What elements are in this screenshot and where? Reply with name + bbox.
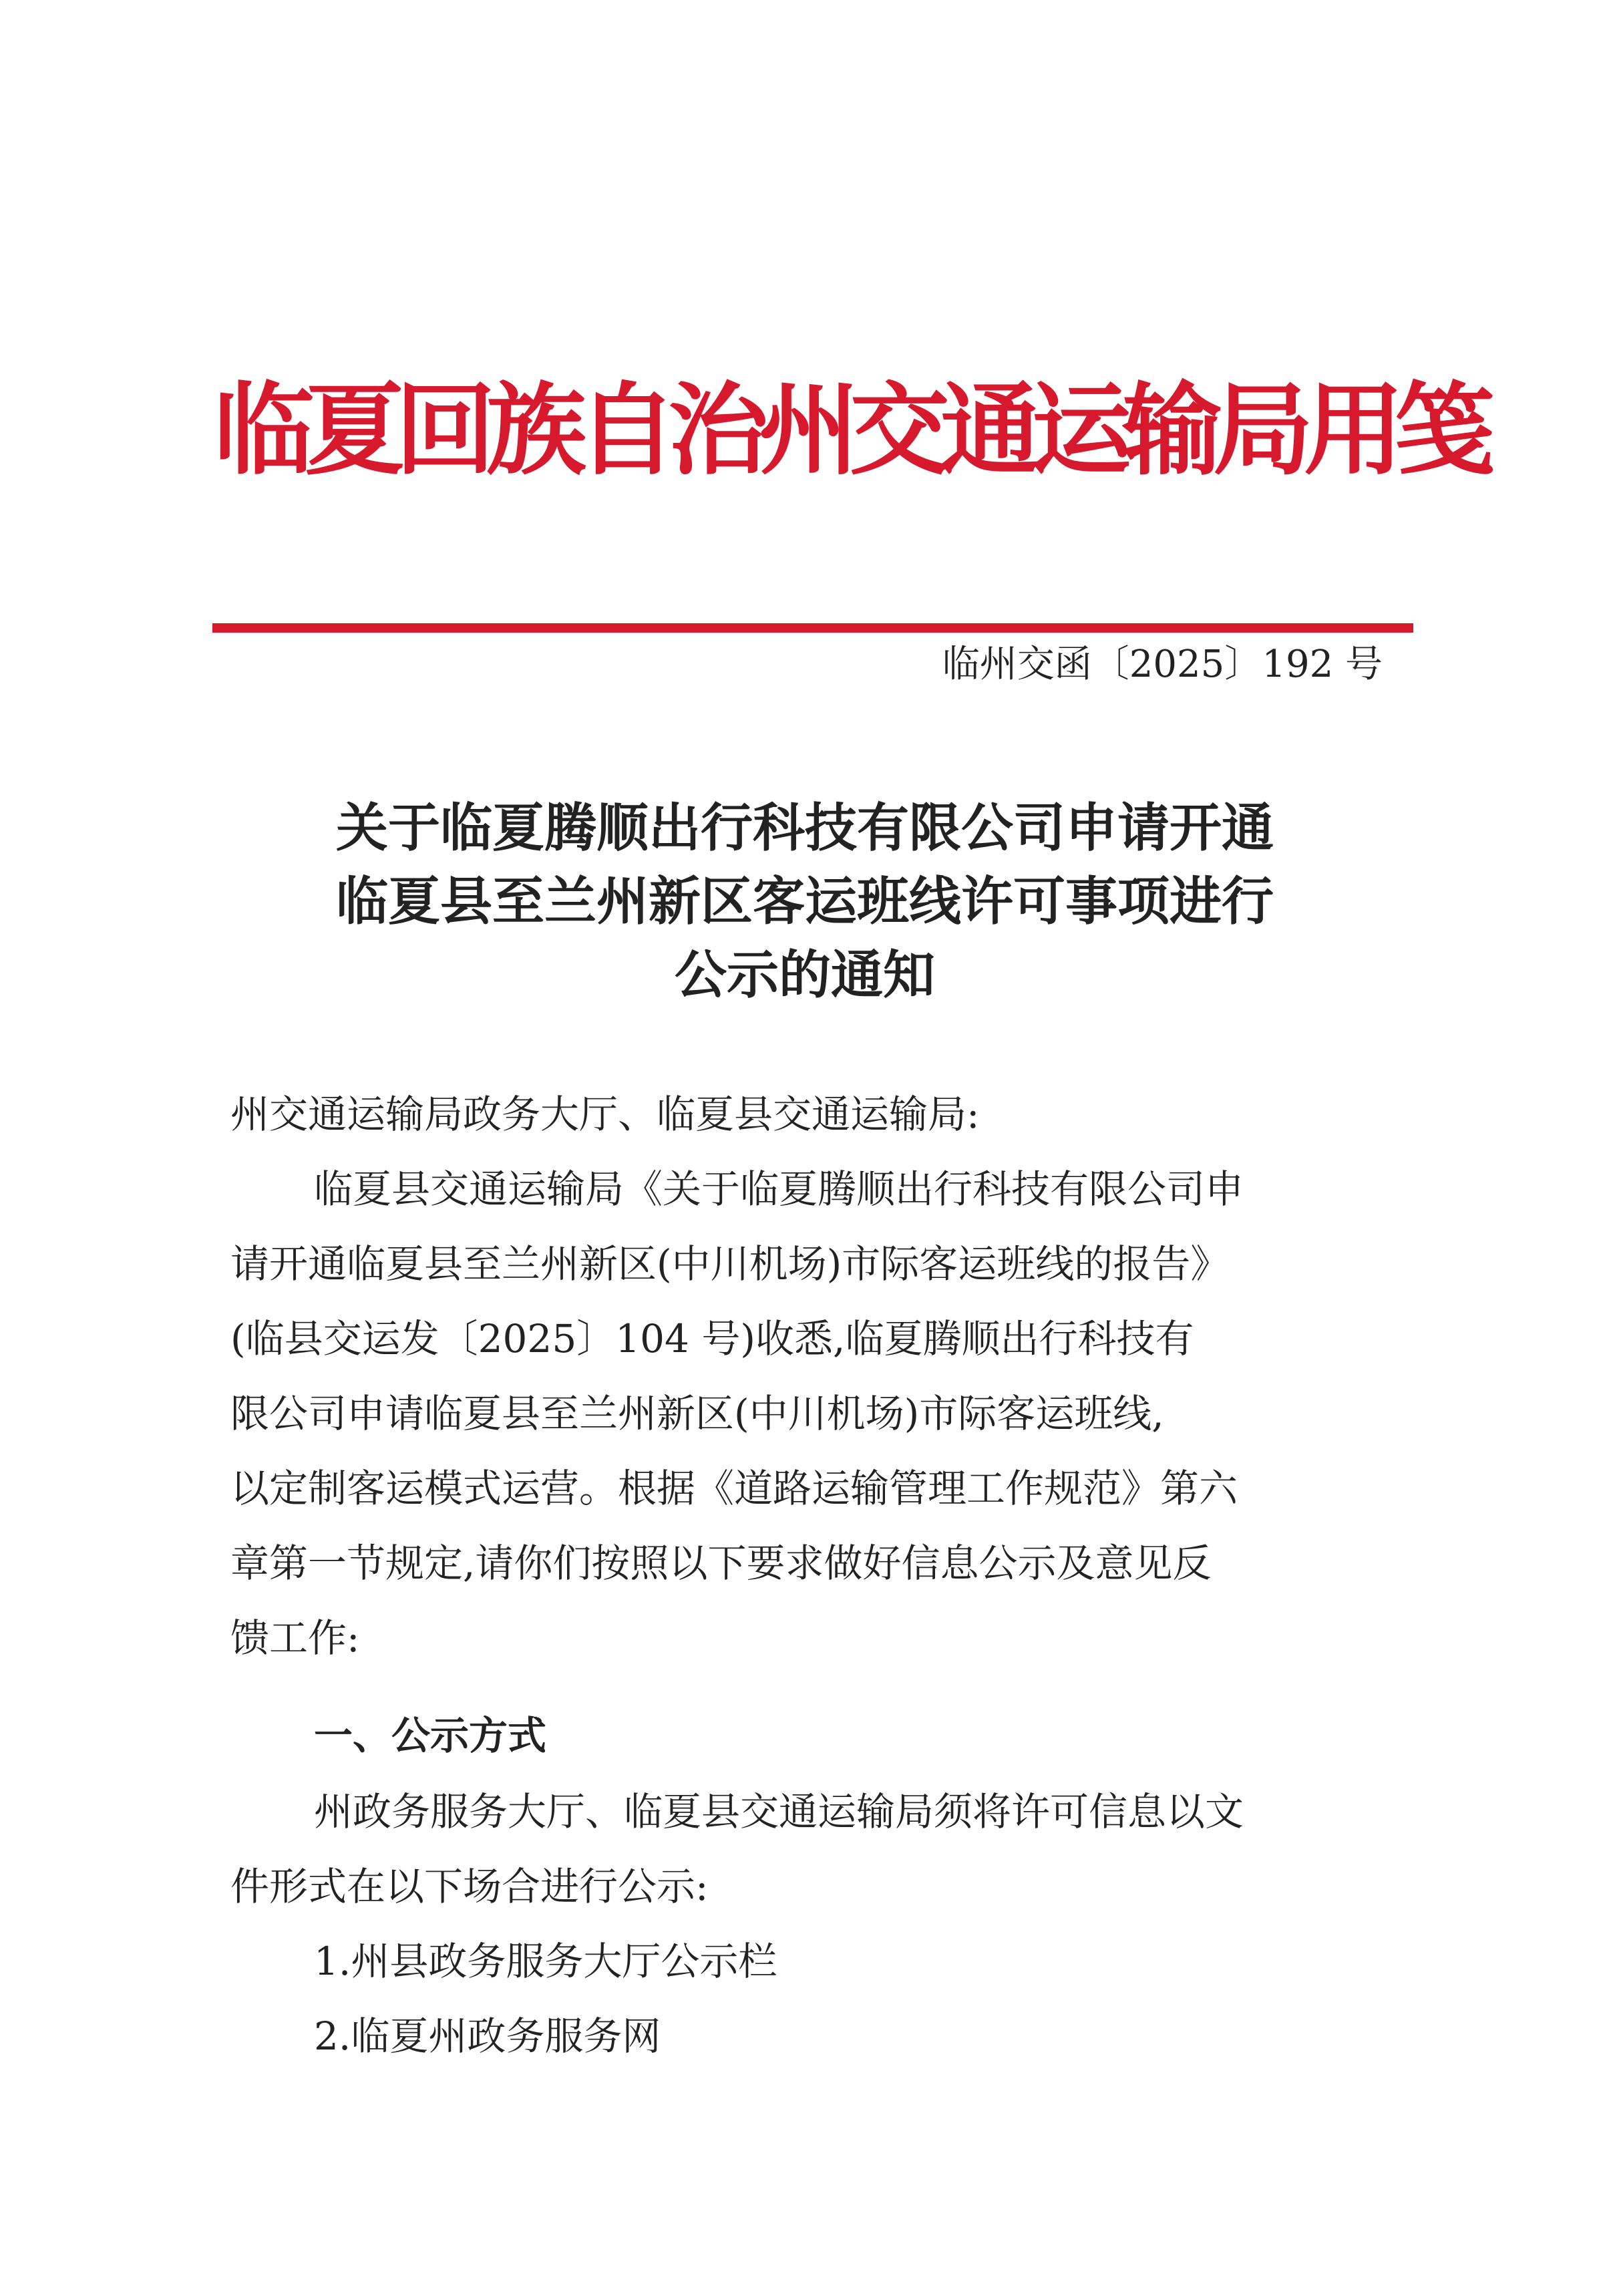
list-item: 1.州县政务服务大厅公示栏 [314,1939,777,1984]
body-line: 馈工作: [230,1615,360,1661]
addressee: 州交通运输局政务大厅、临夏县交通运输局: [230,1092,980,1137]
section-heading: 一、公示方式 [314,1713,547,1758]
body-line: 以定制客运模式运营。根据《道路运输管理工作规范》第六 [230,1466,1238,1511]
body-line: 限公司申请临夏县至兰州新区(中川机场)市际客运班线, [230,1391,1164,1436]
list-item: 2.临夏州政务服务网 [314,2013,661,2059]
body-line: (临县交运发〔2025〕104 号)收悉,临夏腾顺出行科技有 [230,1316,1194,1361]
body-line: 章第一节规定,请你们按照以下要求做好信息公示及意见反 [230,1540,1212,1586]
title-line: 临夏县至兰州新区客运班线许可事项进行 [335,872,1274,932]
document-number: 临州交函〔2025〕192 号 [942,643,1383,686]
body-line: 临夏县交通运输局《关于临夏腾顺出行科技有限公司申 [314,1166,1244,1212]
title-line: 公示的通知 [674,945,935,1005]
section-line: 件形式在以下场合进行公示: [230,1864,709,1909]
letterhead: 临夏回族自治州交通运输局用笺 [214,373,1486,489]
letterhead-divider [212,623,1413,633]
notice-title [227,792,1383,1012]
title-line: 关于临夏腾顺出行科技有限公司申请开通 [335,798,1274,858]
section-line: 州政务服务大厅、临夏县交通运输局须将许可信息以文 [314,1789,1244,1834]
body-line: 请开通临夏县至兰州新区(中川机场)市际客运班线的报告》 [230,1241,1230,1287]
